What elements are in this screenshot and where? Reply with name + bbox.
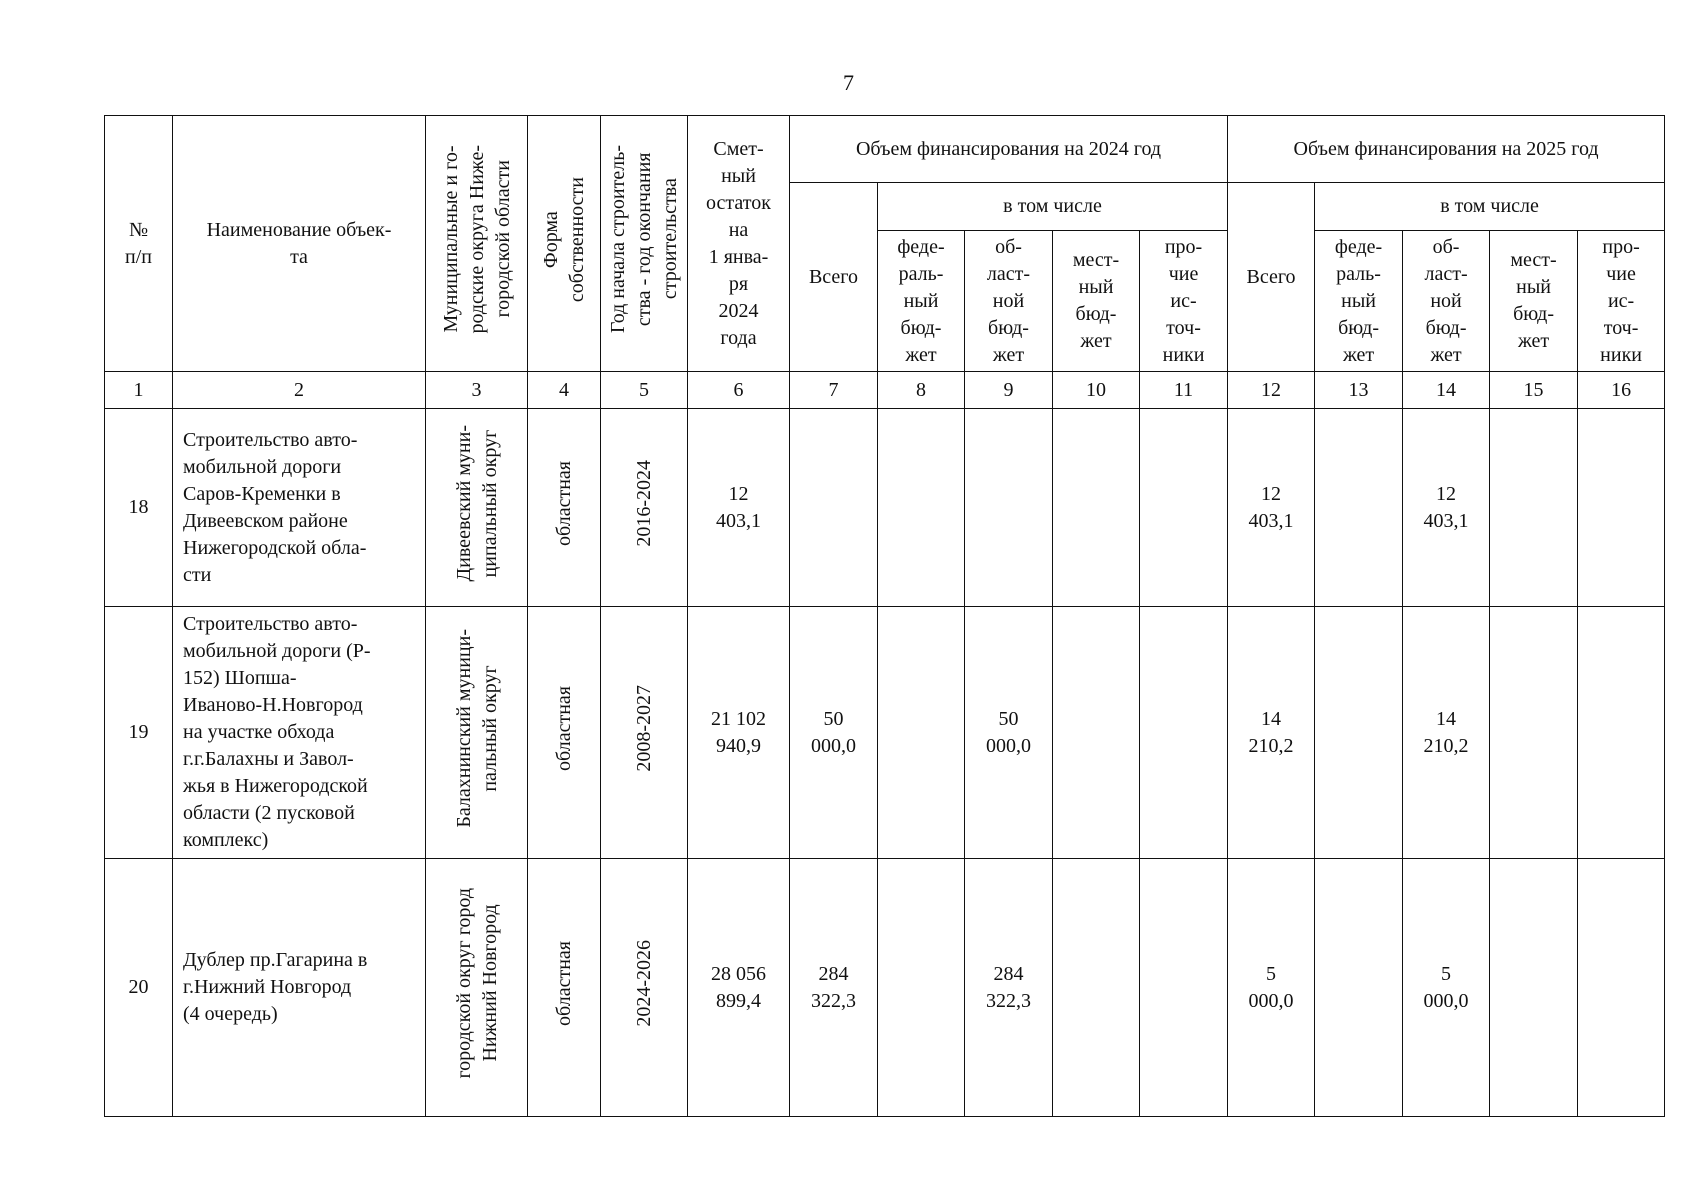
row-number: 19 [105, 607, 173, 859]
federal-2024 [878, 607, 965, 859]
total-2025: 14 210,2 [1228, 607, 1315, 859]
header-number: № п/п [105, 116, 173, 372]
col-number: 1 [105, 372, 173, 409]
col-number: 8 [878, 372, 965, 409]
col-number: 7 [790, 372, 878, 409]
years-text: 2008-2027 [633, 685, 655, 772]
object-name: Дублер пр.Гагарина в г.Нижний Новгород (4 очередь) [173, 859, 426, 1117]
total-2024: 284 322,3 [790, 859, 878, 1117]
header-group-2025: Объем финансирования на 2025 год [1228, 116, 1665, 183]
col-number: 11 [1140, 372, 1228, 409]
regional-2024: 284 322,3 [965, 859, 1053, 1117]
years-cell [601, 607, 688, 859]
local-2025 [1490, 859, 1578, 1117]
header-regional-2024: об- ласт- ной бюд- жет [965, 231, 1053, 372]
years-cell [601, 859, 688, 1117]
col-number: 3 [426, 372, 528, 409]
col-number: 4 [528, 372, 601, 409]
header-other-2025: про- чие ис- точ- ники [1578, 231, 1665, 372]
col-number: 2 [173, 372, 426, 409]
regional-2025: 12 403,1 [1403, 409, 1490, 607]
header-total-2025: Всего [1228, 183, 1315, 372]
col-number: 12 [1228, 372, 1315, 409]
header-ownership-text: Форма собственности [540, 176, 588, 303]
col-number: 16 [1578, 372, 1665, 409]
table-row [105, 859, 1665, 1117]
ownership-text: областная [553, 941, 575, 1026]
header-total-2024: Всего [790, 183, 878, 372]
header-incl-2024: в том числе [878, 183, 1228, 231]
header-district [426, 116, 528, 372]
other-2024 [1140, 409, 1228, 607]
regional-2024 [965, 409, 1053, 607]
district-cell [426, 409, 528, 607]
header-local-2025: мест- ный бюд- жет [1490, 231, 1578, 372]
district-text: городской округ город Нижний Новгород [452, 888, 501, 1079]
table-row [105, 409, 1665, 607]
header-row-1 [105, 116, 1665, 183]
page-number: 7 [843, 70, 854, 95]
header-ownership [528, 116, 601, 372]
remainder-value: 21 102 940,9 [688, 607, 790, 859]
local-2025 [1490, 607, 1578, 859]
local-2024 [1053, 409, 1140, 607]
header-local-2024: мест- ный бюд- жет [1053, 231, 1140, 372]
header-federal-2025: феде- раль- ный бюд- жет [1315, 231, 1403, 372]
remainder-value: 12 403,1 [688, 409, 790, 607]
district-text: Балахнинский муници- пальный округ [452, 629, 501, 828]
col-number: 14 [1403, 372, 1490, 409]
other-2024 [1140, 607, 1228, 859]
federal-2024 [878, 859, 965, 1117]
federal-2025 [1315, 607, 1403, 859]
header-regional-2025: об- ласт- ной бюд- жет [1403, 231, 1490, 372]
ownership-cell [528, 607, 601, 859]
federal-2025 [1315, 409, 1403, 607]
regional-2025: 14 210,2 [1403, 607, 1490, 859]
regional-2024: 50 000,0 [965, 607, 1053, 859]
other-2025 [1578, 859, 1665, 1117]
header-incl-2025: в том числе [1315, 183, 1665, 231]
row-number: 18 [105, 409, 173, 607]
col-number: 10 [1053, 372, 1140, 409]
total-2025: 5 000,0 [1228, 859, 1315, 1117]
total-2024: 50 000,0 [790, 607, 878, 859]
col-number: 5 [601, 372, 688, 409]
total-2025: 12 403,1 [1228, 409, 1315, 607]
header-federal-2024: феде- раль- ный бюд- жет [878, 231, 965, 372]
object-name: Строительство авто- мобильной дороги (Р- 152) Шопша- Иваново-Н.Новгород на участке обхода г.г.Балахны и Завол- жья в Нижегородской области (2 пусковой комплекс) [173, 607, 426, 859]
local-2024 [1053, 859, 1140, 1117]
column-number-row [105, 372, 1665, 409]
years-text: 2016-2024 [633, 460, 655, 547]
federal-2025 [1315, 859, 1403, 1117]
years-text: 2024-2026 [633, 940, 655, 1027]
header-remainder: Смет- ный остаток на 1 янва- ря 2024 года [688, 116, 790, 372]
col-number: 13 [1315, 372, 1403, 409]
ownership-text: областная [553, 461, 575, 546]
header-group-2024: Объем финансирования на 2024 год [790, 116, 1228, 183]
header-name: Наименование объек- та [173, 116, 426, 372]
ownership-cell [528, 409, 601, 607]
local-2024 [1053, 607, 1140, 859]
financing-table [104, 115, 1665, 1117]
header-years-text: Год начала строитель- ства - год окончания строительства [607, 145, 681, 334]
object-name: Строительство авто- мобильной дороги Саров-Кременки в Дивеевском районе Нижегородской обла- сти [173, 409, 426, 607]
ownership-cell [528, 859, 601, 1117]
district-cell [426, 859, 528, 1117]
local-2025 [1490, 409, 1578, 607]
total-2024 [790, 409, 878, 607]
col-number: 9 [965, 372, 1053, 409]
col-number: 15 [1490, 372, 1578, 409]
ownership-text: областная [553, 686, 575, 771]
other-2024 [1140, 859, 1228, 1117]
header-years [601, 116, 688, 372]
header-district-text: Муниципальные и го- родские округа Ниже- городской области [439, 145, 514, 334]
federal-2024 [878, 409, 965, 607]
col-number: 6 [688, 372, 790, 409]
regional-2025: 5 000,0 [1403, 859, 1490, 1117]
remainder-value: 28 056 899,4 [688, 859, 790, 1117]
years-cell [601, 409, 688, 607]
other-2025 [1578, 409, 1665, 607]
header-other-2024: про- чие ис- точ- ники [1140, 231, 1228, 372]
other-2025 [1578, 607, 1665, 859]
district-cell [426, 607, 528, 859]
table-row [105, 607, 1665, 859]
row-number: 20 [105, 859, 173, 1117]
district-text: Дивеевский муни- ципальный округ [452, 425, 501, 582]
